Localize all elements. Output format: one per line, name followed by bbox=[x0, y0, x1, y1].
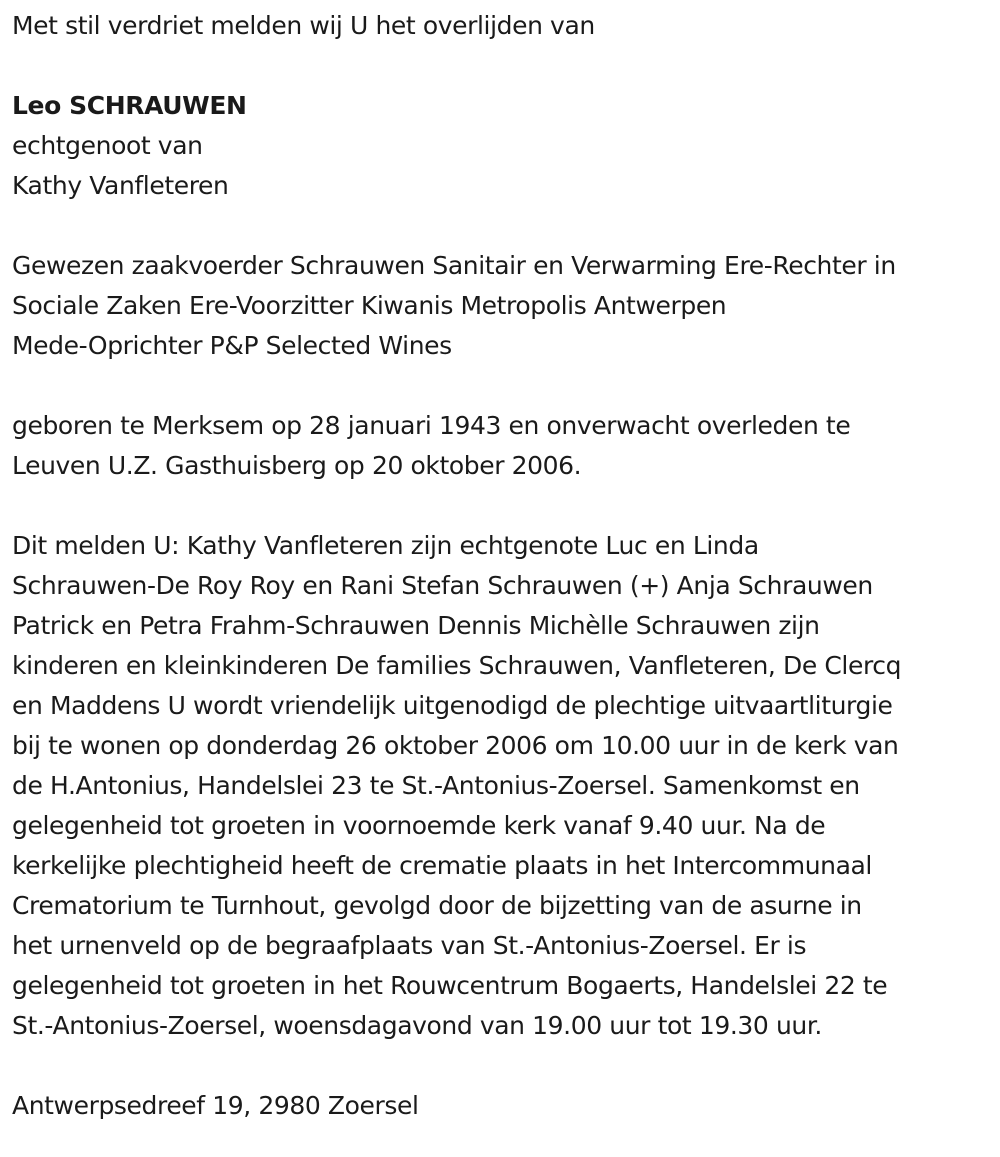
intro-text: Met stil verdriet melden wij U het overlijden van bbox=[12, 11, 595, 40]
announcement-line: kerkelijke plechtigheid heeft de crematie plaats in het Intercommunaal bbox=[12, 851, 872, 880]
birth-death-line: geboren te Merksem op 28 januari 1943 en onverwacht overleden te bbox=[12, 411, 851, 440]
announcement-line: gelegenheid tot groeten in het Rouwcentrum Bogaerts, Handelslei 22 te bbox=[12, 971, 888, 1000]
address-text: Antwerpsedreef 19, 2980 Zoersel bbox=[12, 1091, 419, 1120]
titles-paragraph bbox=[12, 246, 992, 366]
announcement-line: het urnenveld op de begraafplaats van St.-Antonius-Zoersel. Er is bbox=[12, 931, 807, 960]
announcement-line: bij te wonen op donderdag 26 oktober 2006 om 10.00 uur in de kerk van bbox=[12, 731, 899, 760]
titles-line: Sociale Zaken Ere-Voorzitter Kiwanis Metropolis Antwerpen bbox=[12, 291, 727, 320]
announcement-line: Patrick en Petra Frahm-Schrauwen Dennis Michèlle Schrauwen zijn bbox=[12, 611, 820, 640]
address-paragraph bbox=[12, 1086, 992, 1126]
announcement-line: de H.Antonius, Handelslei 23 te St.-Antonius-Zoersel. Samenkomst en bbox=[12, 771, 860, 800]
announcement-line: en Maddens U wordt vriendelijk uitgenodigd de plechtige uitvaartliturgie bbox=[12, 691, 893, 720]
announcement-line: Schrauwen-De Roy Roy en Rani Stefan Schrauwen (+) Anja Schrauwen bbox=[12, 571, 873, 600]
titles-line: Gewezen zaakvoerder Schrauwen Sanitair en Verwarming Ere-Rechter in bbox=[12, 251, 896, 280]
birth-death-line: Leuven U.Z. Gasthuisberg op 20 oktober 2006. bbox=[12, 451, 582, 480]
announcement-line: kinderen en kleinkinderen De families Schrauwen, Vanfleteren, De Clercq bbox=[12, 651, 902, 680]
deceased-name: Leo SCHRAUWEN bbox=[12, 91, 247, 120]
spouse-name: Kathy Vanfleteren bbox=[12, 171, 229, 200]
obituary-notice bbox=[12, 6, 992, 1126]
announcement-line: gelegenheid tot groeten in voornoemde kerk vanaf 9.40 uur. Na de bbox=[12, 811, 826, 840]
announcement-line: St.-Antonius-Zoersel, woensdagavond van 19.00 uur tot 19.30 uur. bbox=[12, 1011, 822, 1040]
titles-line: Mede-Oprichter P&P Selected Wines bbox=[12, 331, 452, 360]
birth-death-paragraph bbox=[12, 406, 992, 486]
announcement-paragraph bbox=[12, 526, 992, 1046]
announcement-line: Dit melden U: Kathy Vanfleteren zijn echtgenote Luc en Linda bbox=[12, 531, 759, 560]
announcement-line: Crematorium te Turnhout, gevolgd door de bijzetting van de asurne in bbox=[12, 891, 862, 920]
relation-text: echtgenoot van bbox=[12, 131, 203, 160]
